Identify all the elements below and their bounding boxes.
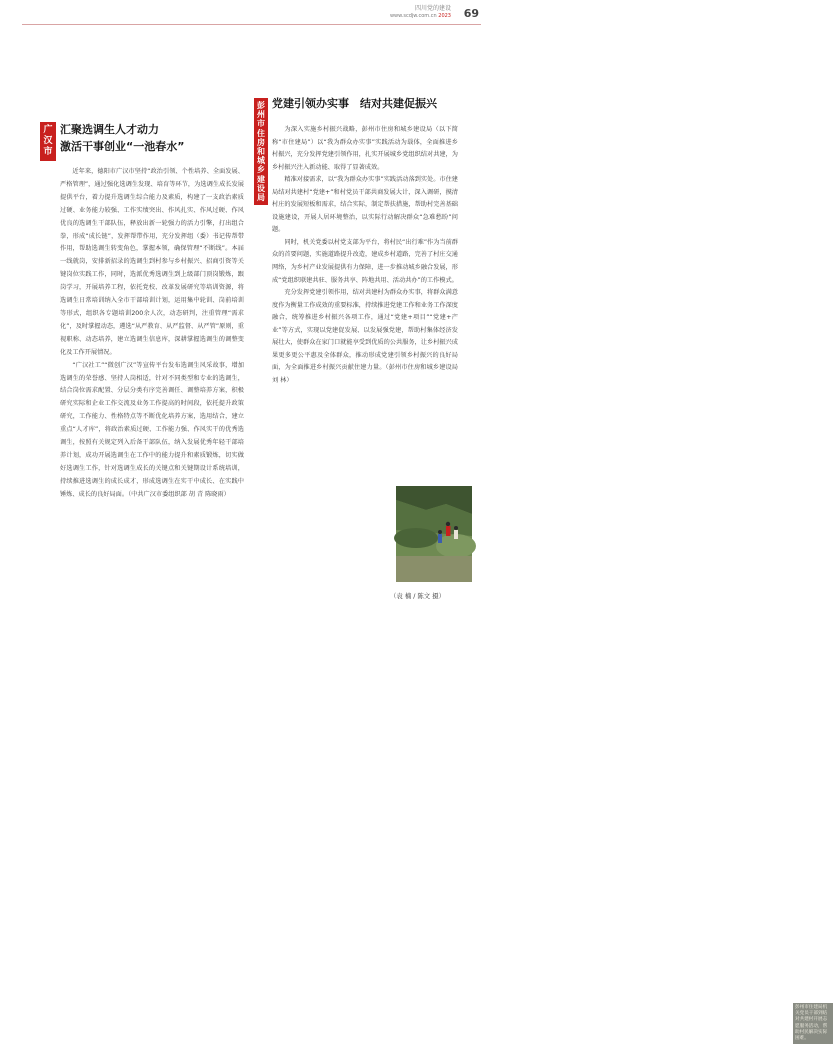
tag-char: 住 — [257, 128, 265, 138]
tag-char: 市 — [257, 119, 265, 129]
tag-char: 建 — [257, 174, 265, 184]
body-paragraph: 近年来，德阳市广汉市坚持“政治引领、个性培养、全面发展、严格管理”，通过强化选调生发现、培育等环节，为选调生成长发展提供平台，着力提升选调生综合能力及素质，构建了一支政治素质过硬、业务能力较强、工作实绩突出、作风扎实、作风过硬、作风优良的选调生干部队伍，释放出新一轮强力的活力引擎，打出组合拳，形成“成长链”，发挥帮带作用，充分发挥组（委）书记传帮带作用，帮助选调生转变角色，掌握本领，确保管理“不断线”。本届一线就岗，安排新招录的选调生到村参与乡村振兴、招商引资等关键岗位实践工作，同时，选派优秀选调生到上级部门顶岗锻炼，跟岗学习，开展培养工程，依托党校、改革发展研究等培训资源，将选调生日常培训纳入全市干部培训计划，运用集中轮训、岗前培训等形式，组织各专题培训200余人次，动态研判，注重管理“需求化”，及时掌握动态，遴选“从严教育、从严监督、从严管”原则，重视职称、动态培养，建立选调生信息库，深耕掌握选调生的调整变化及工作开展情况。 — [60, 168, 244, 356]
region-tag-pengzhou — [254, 98, 268, 205]
header-divider — [22, 24, 481, 25]
tag-char: 设 — [257, 183, 265, 193]
tag-char: 汉 — [43, 136, 53, 146]
url-text: www.scdjw.com.cn — [389, 13, 437, 19]
tag-char: 城 — [257, 156, 265, 166]
photo-credit: （袁 楠 / 陈文 摄） — [390, 592, 446, 600]
magazine-brand: 四川党的建设 — [414, 5, 451, 12]
tag-char: 局 — [257, 193, 265, 203]
tag-char: 广 — [43, 125, 53, 135]
tag-char: 市 — [43, 147, 53, 157]
tag-char: 州 — [257, 110, 265, 120]
body-paragraph: 精准对接需求，以“我为群众办实事”实践活动落到实处。市住建局结对共建村“党建+”和村党员干部共商发展大计，深入调研，摸清村庄的发展短板和需求，结合实际，制定帮扶措施，帮助村完善基础设施建设，开展人居环境整治，以实际行动解决群众“急难愁盼”问题。 — [272, 176, 458, 234]
photo-caption: 彭州市住建局机关党员干部到结对共建村开展志愿服务活动，帮助村民解决实际困难。 — [795, 1005, 828, 1042]
photo-scene — [396, 486, 472, 582]
right-article-title: 党建引领办实事 结对共建促振兴 — [272, 97, 437, 110]
page-header — [0, 0, 503, 28]
photo-caption-box — [793, 1003, 833, 1044]
body-paragraph: 为深入实施乡村振兴战略，彭州市住房和城乡建设局（以下简称“市住建局”）以“我为群众办实事”实践活动为载体，全面推进乡村振兴，充分发挥党建引领作用，扎实开展城乡党组织结对共建，为乡村振兴注入新动能、取得了显著成效。 — [272, 126, 458, 171]
tag-char: 和 — [257, 147, 265, 157]
page-number: 69 — [463, 7, 479, 20]
body-paragraph: 充分发挥党建引领作用，结对共建村为群众办实事，将群众满意度作为衡量工作成效的重要标准，持续推进党建工作和业务工作深度融合，统筹推进乡村振兴各项工作，通过“党建+项目”“党建+产业”等方式，实现以党建促发展、以发展强党建，帮助村集体经济发展壮大，使群众在家门口就能享受到优质的公共服务，让乡村振兴成果更多更公平惠及全体群众，推动形成党建引领乡村振兴的良好局面，为全面推进乡村振兴贡献住建力量。（彭州市住房和城乡建设局 刘 林） — [272, 289, 458, 384]
issue-year: 2023 — [438, 13, 451, 19]
left-article-subtitle: 激活干事创业“一池春水” — [60, 140, 185, 153]
body-paragraph: “广汉社工”“微创广汉”等宣传平台发布选调生风采故事，增加选调生的荣誉感、坚持人岗相适，针对不同类型和专业的选调生，结合岗位需求配置、分层分类有序完善调任、调整培养方案，积极研究实际和企业工作交流及业务工作提高的时间段，依托提升政策研究，工作能力、性格特点等不断优化培养方案，选用结合，建立重点“人才库”，将政治素质过硬、工作能力强、作风实干的优秀选调生，按照有关规定列入后备干部队伍，纳入发展优秀年轻干部培养计划，成功开展选调生在工作中的能力提升和素质锻炼，切实做好选调生工作，针对选调生成长的关键点和关键期设计系统培训，持续推进选调生的成长成才，形成选调生在实干中成长、在实践中锤炼、成长的良好局面。（中共广汉市委组织部 胡 青 陈晓雨） — [60, 361, 244, 498]
right-article-body — [272, 124, 458, 387]
tag-char: 彭 — [257, 101, 265, 110]
left-article-title: 汇聚选调生人才动力 — [60, 123, 159, 136]
magazine-url — [341, 13, 451, 19]
region-tag-guanghan — [40, 122, 56, 161]
left-article-body — [60, 166, 244, 502]
body-paragraph: 同时，机关党委以村党支部为平台，将村民“出行难”作为当前群众的首要问题，实施道路提升改造，建成乡村道路，完善了村庄交通网络，为乡村产业发展提供有力保障，进一步推动城乡融合发展，形成“党组织联建共驻、服务共享、阵地共用、活动共办”的工作模式。 — [272, 238, 458, 284]
tag-char: 乡 — [257, 165, 265, 175]
tag-char: 房 — [257, 137, 265, 147]
